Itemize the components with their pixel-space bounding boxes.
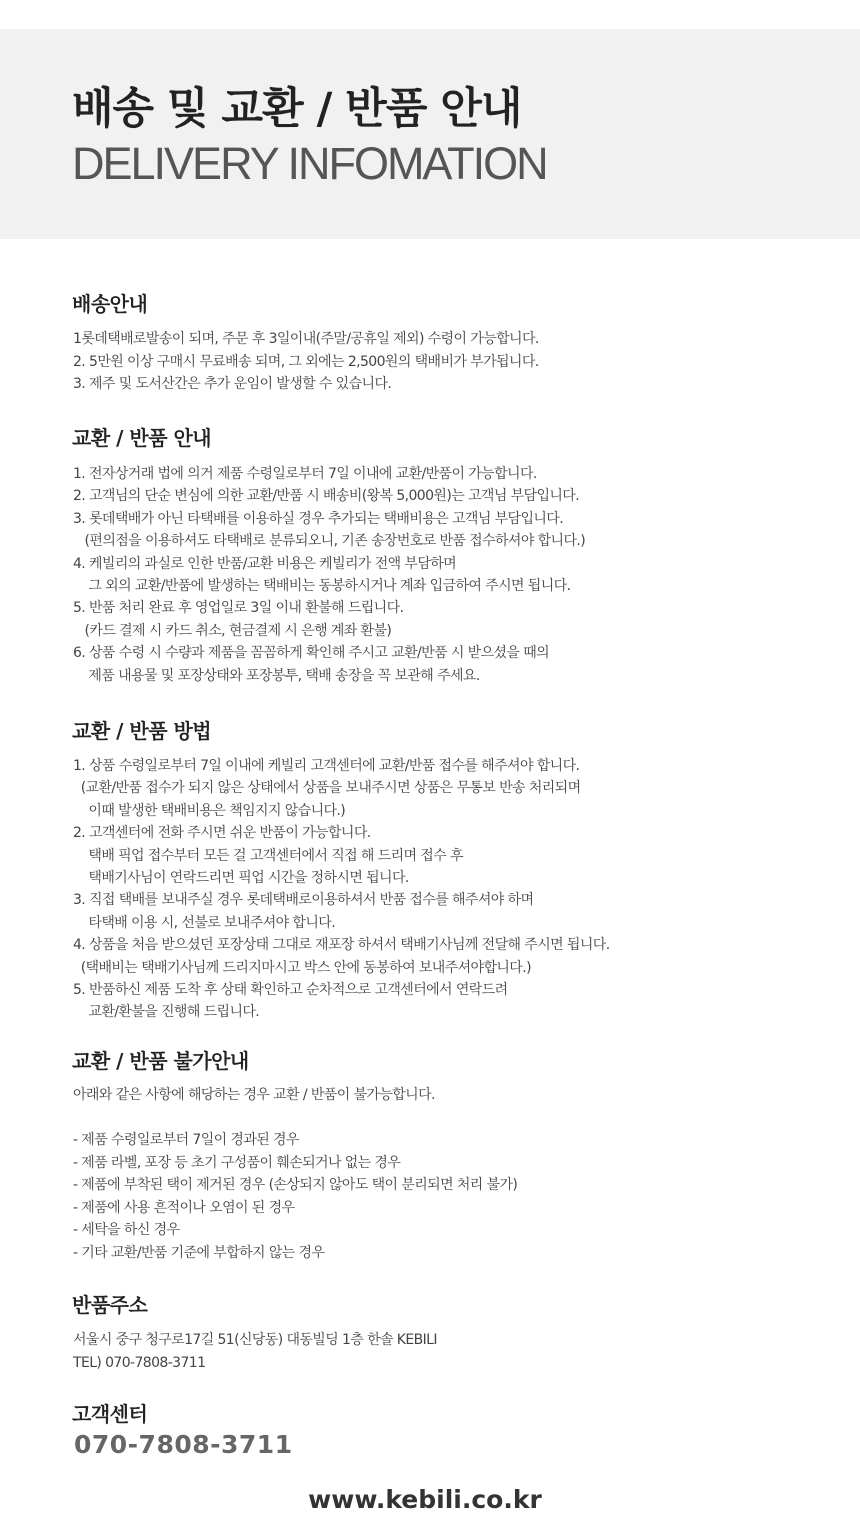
return-address: 서울시 중구 청구로17길 51(신당동) 대동빌딩 1층 한솔 KEBILI xyxy=(73,1332,437,1348)
list-item: 그 외의 교환/반품에 발생하는 택배비는 동봉하시거나 계좌 입금하여 주시면 됩니다. xyxy=(73,577,571,594)
website-link[interactable]: www.kebili.co.kr xyxy=(308,1485,542,1514)
exchange-info-section-title: 교환 / 반품 안내 xyxy=(72,426,212,450)
list-item: 제품 내용물 및 포장상태와 포장봉투, 택배 송장을 꼭 보관해 주세요. xyxy=(73,667,480,684)
page-title: 배송 및 교환 / 반품 안내 xyxy=(72,84,522,134)
return-address-section-title: 반품주소 xyxy=(72,1293,148,1317)
list-item: 1롯데택배로발송이 되며, 주문 후 3일이내(주말/공휴일 제외) 수령이 가능합니다. xyxy=(73,331,539,347)
list-item: - 기타 교환/반품 기준에 부합하지 않는 경우 xyxy=(73,1244,325,1261)
list-item: (편의점을 이용하셔도 타택배로 분류되오니, 기존 송장번호로 반품 접수하셔야 합니다.) xyxy=(73,533,586,550)
return-tel: TEL) 070-7808-3711 xyxy=(73,1354,206,1371)
list-item: 5. 반품하신 제품 도착 후 상태 확인하고 순차적으로 고객센터에서 연락드려 xyxy=(73,981,508,998)
list-item: 택배 픽업 접수부터 모든 걸 고객센터에서 직접 해 드리며 접수 후 xyxy=(73,847,463,864)
customer-center-phone[interactable]: 070-7808-3711 xyxy=(74,1430,293,1459)
list-item: (교환/반품 접수가 되지 않은 상태에서 상품을 보내주시면 상품은 무통보 반송 처리되며 xyxy=(73,780,581,797)
list-item: 타택배 이용 시, 선불로 보내주셔야 합니다. xyxy=(73,914,336,931)
list-item: (택배비는 택배기사님께 드리지마시고 박스 안에 동봉하여 보내주셔야합니다.) xyxy=(73,959,531,976)
list-item: 1. 상품 수령일로부터 7일 이내에 케빌리 고객센터에 교환/반품 접수를 해주셔야 합니다. xyxy=(73,758,580,774)
list-item: 교환/환불을 진행해 드립니다. xyxy=(73,1004,260,1021)
customer-center-title: 고객센터 xyxy=(72,1402,148,1426)
delivery-list xyxy=(73,328,539,396)
list-item: 4. 상품을 처음 받으셨던 포장상태 그대로 재포장 하셔서 택배기사님께 전달해 주시면 됩니다. xyxy=(73,937,610,954)
list-item: 3. 롯데택배가 아닌 타택배를 이용하실 경우 추가되는 택배비용은 고객님 부담입니다. xyxy=(73,510,564,527)
list-item: (카드 결제 시 카드 취소, 현금결제 시 은행 계좌 환불) xyxy=(73,622,392,639)
list-item: - 세탁을 하신 경우 xyxy=(73,1222,180,1238)
list-item: 6. 상품 수령 시 수량과 제품을 꼼꼼하게 확인해 주시고 교환/반품 시 받으셨을 때의 xyxy=(73,645,550,662)
return-address-block xyxy=(73,1329,437,1374)
list-item: 5. 반품 처리 완료 후 영업일로 3일 이내 환불해 드립니다. xyxy=(73,600,404,617)
list-item: - 제품 수령일로부터 7일이 경과된 경우 xyxy=(73,1132,299,1148)
exchange-info-list xyxy=(73,463,585,687)
list-item: 1. 전자상거래 법에 의거 제품 수령일로부터 7일 이내에 교환/반품이 가능합니다. xyxy=(73,466,537,482)
spacer xyxy=(73,1107,517,1130)
list-item: 2. 고객님의 단순 변심에 의한 교환/반품 시 배송비(왕복 5,000원)는 고객님 부담입니다. xyxy=(73,488,580,505)
list-item: 2. 고객센터에 전화 주시면 쉬운 반품이 가능합니다. xyxy=(73,825,371,842)
list-item: - 제품에 사용 흔적이나 오염이 된 경우 xyxy=(73,1199,295,1216)
list-item: 3. 제주 및 도서산간은 추가 운임이 발생할 수 있습니다. xyxy=(73,376,392,392)
list-item: 3. 직접 택배를 보내주실 경우 롯데택배로이용하셔서 반품 접수를 해주셔야 하며 xyxy=(73,892,534,909)
not-allowed-section-title: 교환 / 반품 불가안내 xyxy=(72,1049,249,1073)
list-item: 택배기사님이 연락드리면 픽업 시간을 정하시면 됩니다. xyxy=(73,869,409,886)
list-item: 2. 5만원 이상 구매시 무료배송 되며, 그 외에는 2,500원의 택배비가 부가됩니다. xyxy=(73,353,539,370)
delivery-section-title: 배송안내 xyxy=(72,292,148,316)
exchange-method-section-title: 교환 / 반품 방법 xyxy=(72,719,212,743)
not-allowed-list xyxy=(73,1084,517,1264)
not-allowed-intro: 아래와 같은 사항에 해당하는 경우 교환 / 반품이 불가능합니다. xyxy=(73,1087,435,1103)
list-item: - 제품에 부착된 택이 제거된 경우 (손상되지 않아도 택이 분리되면 처리 불가) xyxy=(73,1177,518,1193)
exchange-method-list xyxy=(73,755,610,1024)
page-subtitle: DELIVERY INFOMATION xyxy=(72,138,547,189)
list-item: 이때 발생한 택배비용은 책임지지 않습니다.) xyxy=(73,802,346,819)
list-item: 4. 케빌리의 과실로 인한 반품/교환 비용은 케빌리가 전액 부담하며 xyxy=(73,555,457,572)
list-item: - 제품 라벨, 포장 등 초기 구성품이 훼손되거나 없는 경우 xyxy=(73,1154,401,1171)
